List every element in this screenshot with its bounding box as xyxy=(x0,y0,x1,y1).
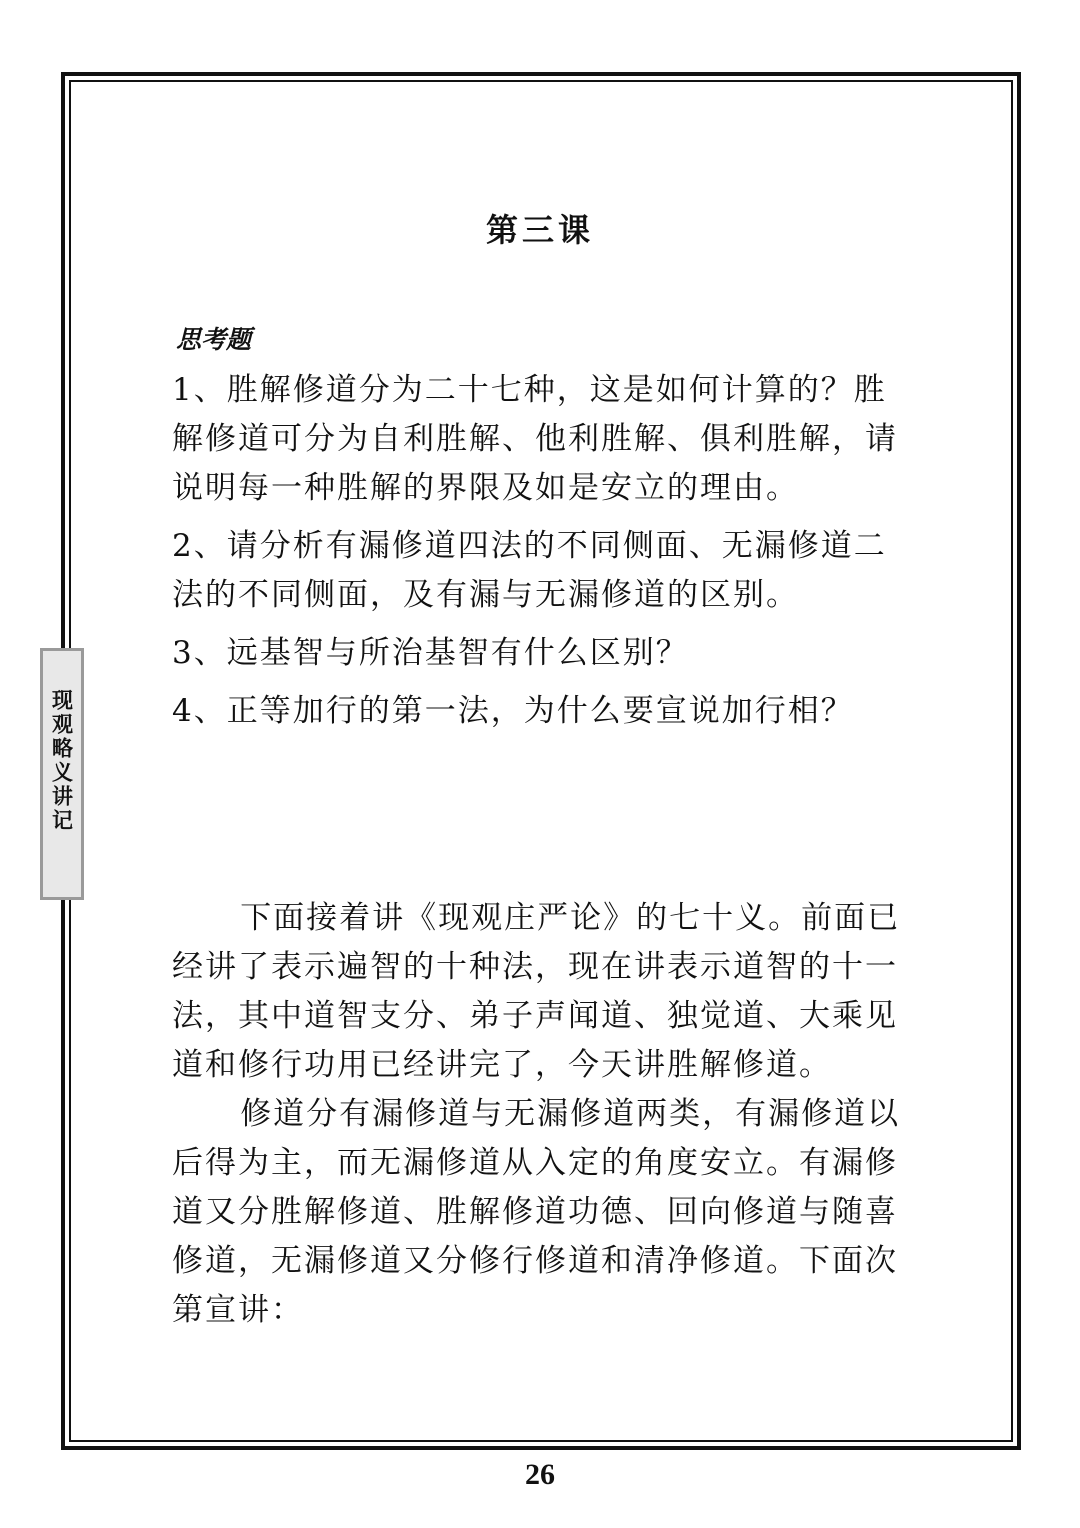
question-item: 4、正等加行的第一法，为什么要宣说加行相？ xyxy=(172,693,854,729)
question-item: 2、请分析有漏修道四法的不同侧面、无漏修道二法的不同侧面，及有漏与无漏修道的区别。 xyxy=(172,528,887,613)
questions-label: 思考题 xyxy=(176,325,252,354)
question-item: 1、胜解修道分为二十七种，这是如何计算的？胜解修道可分为自利胜解、他利胜解、俱利胜解，请说明每一种胜解的界限及如是安立的理由。 xyxy=(172,372,898,506)
side-book-title: 现观略义讲记 xyxy=(49,689,75,833)
body-text xyxy=(172,894,902,1335)
body-paragraph: 下面接着讲《现观庄严论》的七十义。前面已经讲了表示遍智的十种法，现在讲表示道智的十一法，其中道智支分、弟子声闻道、独觉道、大乘见道和修行功用已经讲完了，今天讲胜解修道。 xyxy=(172,900,901,1083)
questions-list xyxy=(172,366,902,745)
body-paragraph: 修道分有漏修道与无漏修道两类，有漏修道以后得为主，而无漏修道从入定的角度安立。有漏修道又分胜解修道、胜解修道功德、回向修道与随喜修道，无漏修道又分修行修道和清净修道。下面次第宣讲： xyxy=(172,1096,901,1328)
side-book-tab xyxy=(40,648,84,900)
question-item: 3、远基智与所治基智有什么区别？ xyxy=(172,635,689,671)
page-number: 26 xyxy=(525,1458,555,1491)
lesson-title: 第三课 xyxy=(485,211,594,249)
